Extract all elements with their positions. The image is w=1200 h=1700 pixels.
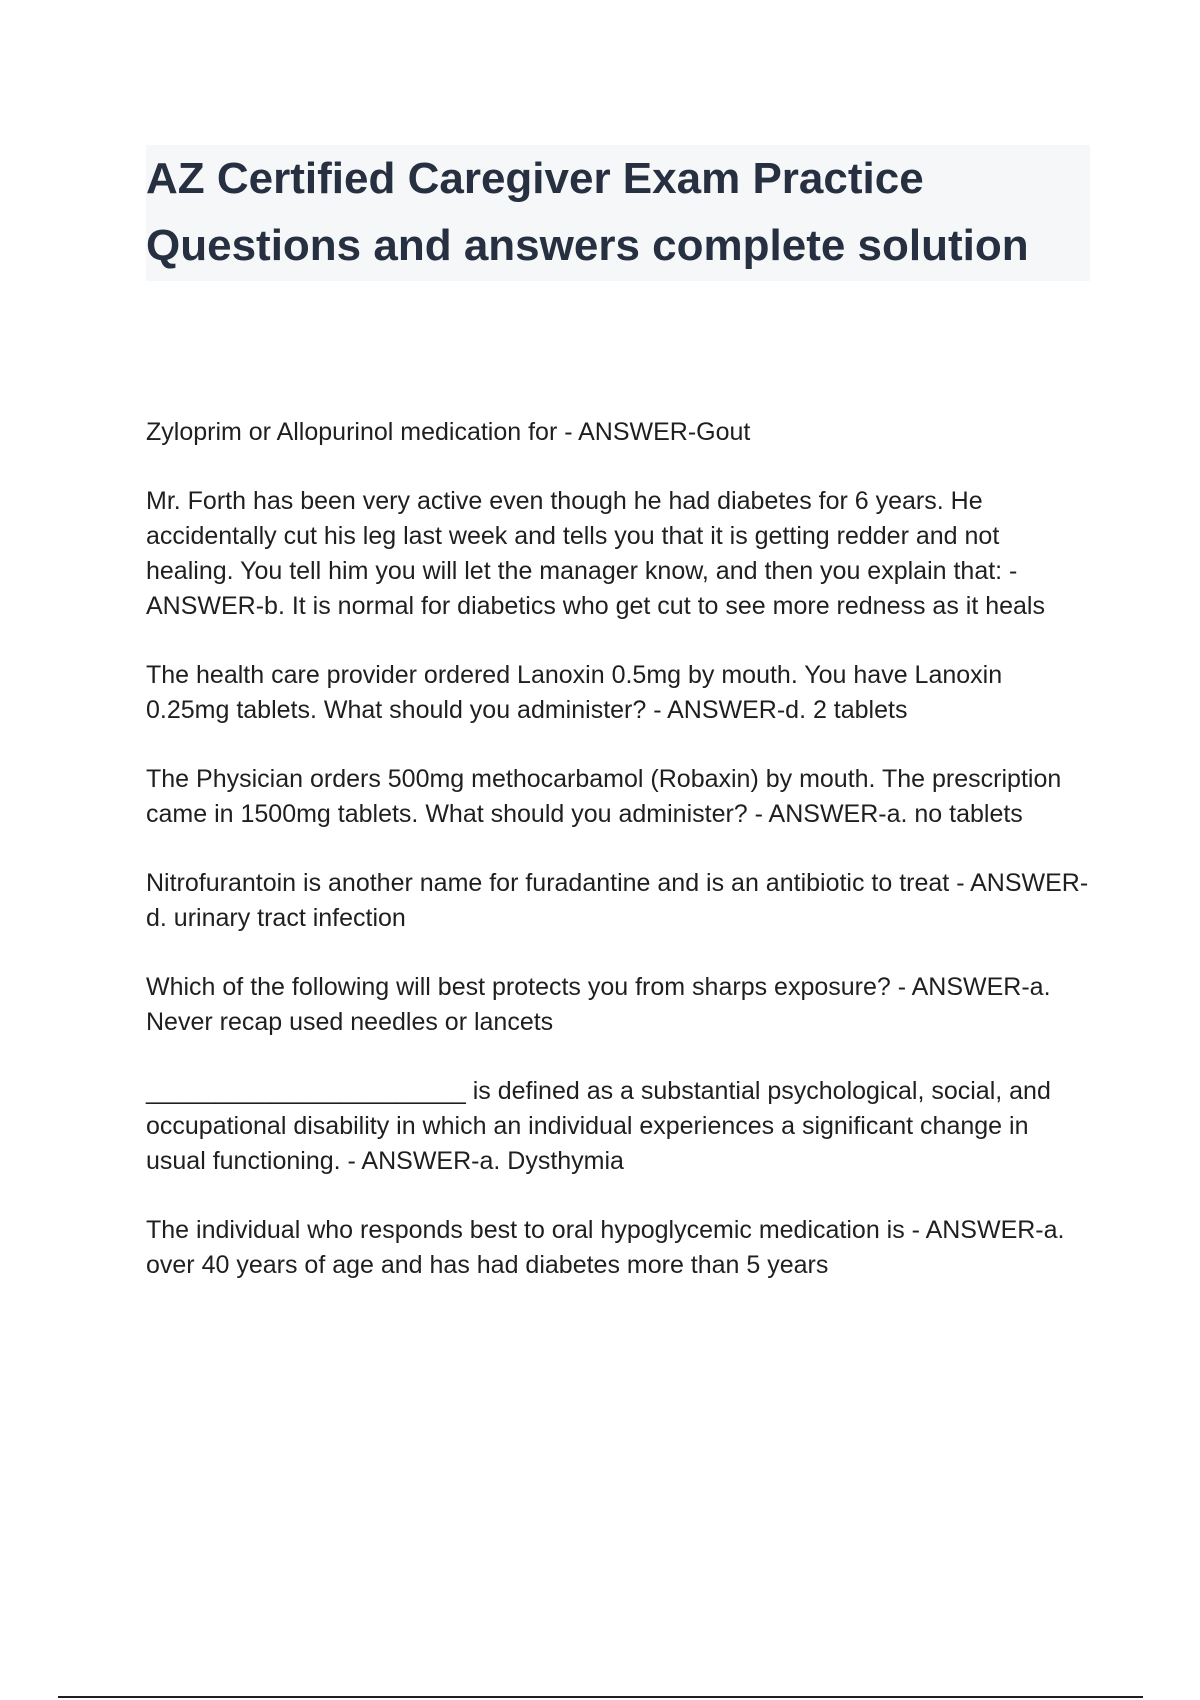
qa-item: Mr. Forth has been very active even though he had diabetes for 6 years. He accidentally cut his leg last week and tells you that it is getting redder and not healing. You tell him you will let the manager know, and then you explain that: - ANSWER-b. It is normal for diabetics who get cut to see more redness as it heals bbox=[146, 487, 1045, 620]
document-title: AZ Certified Caregiver Exam Practice Questions and answers complete solution bbox=[146, 154, 1029, 270]
qa-item: The individual who responds best to oral hypoglycemic medication is - ANSWER-a. over 40 years of age and has had diabetes more than 5 years bbox=[146, 1216, 1065, 1279]
footer-divider bbox=[58, 1696, 1143, 1698]
qa-item: Nitrofurantoin is another name for furadantine and is an antibiotic to treat - ANSWER-d. urinary tract infection bbox=[146, 869, 1089, 932]
qa-item: Zyloprim or Allopurinol medication for - ANSWER-Gout bbox=[146, 418, 751, 446]
qa-item: The Physician orders 500mg methocarbamol (Robaxin) by mouth. The prescription came in 1500mg tablets. What should you administer? - ANSWER-a. no tablets bbox=[146, 765, 1062, 828]
qa-item: Which of the following will best protects you from sharps exposure? - ANSWER-a. Never recap used needles or lancets bbox=[146, 973, 1051, 1036]
qa-list bbox=[146, 415, 1090, 1317]
qa-item: The health care provider ordered Lanoxin 0.5mg by mouth. You have Lanoxin 0.25mg tablets. What should you administer? - ANSWER-d. 2 tablets bbox=[146, 661, 1003, 724]
title-block bbox=[146, 145, 1090, 281]
qa-item: _______________________ is defined as a substantial psychological, social, and occupational disability in which an individual experiences a significant change in usual functioning. - ANSWER-a. Dysthymia bbox=[146, 1077, 1051, 1175]
